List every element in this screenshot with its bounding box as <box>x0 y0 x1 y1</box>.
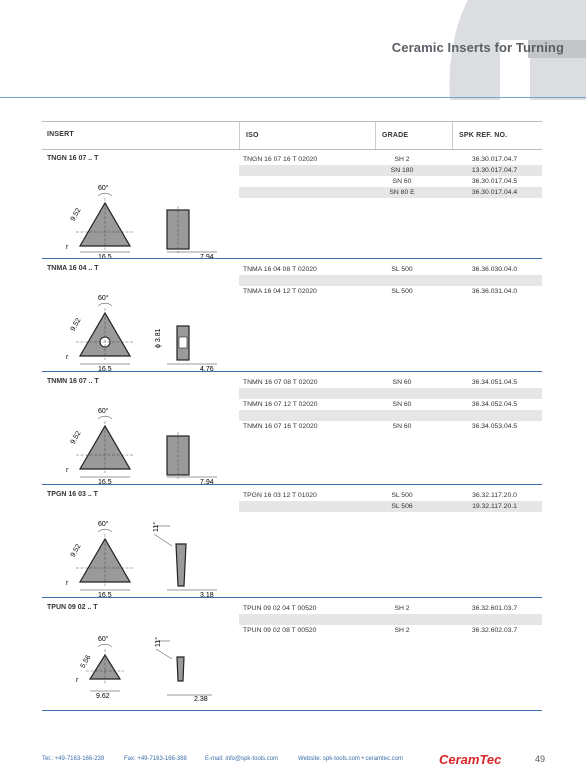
svg-text:7.94: 7.94 <box>200 479 214 484</box>
page-title: Ceramic Inserts for Turning <box>391 40 564 55</box>
insert-name: TNMN 16 07 .. T <box>47 378 99 385</box>
svg-text:9.62: 9.62 <box>96 693 110 700</box>
table-row: TNMN 16 07 16 T 02020 SN 60 36.34.053.04.5 <box>243 423 518 430</box>
table-row: TNMN 16 07 12 T 02020 SN 60 36.34.052.04.5 <box>243 401 518 408</box>
table-row: SL 506 19.32.117.20.1 <box>239 501 542 512</box>
svg-text:60°: 60° <box>98 295 109 302</box>
table-row: TPUN 09 02 08 T 00520 SH 2 36.32.602.03.7 <box>243 627 518 634</box>
svg-text:60°: 60° <box>98 636 109 643</box>
svg-text:3.18: 3.18 <box>200 592 214 597</box>
svg-text:16.5: 16.5 <box>98 366 112 371</box>
col-ref: SPK REF. NO. <box>452 122 507 149</box>
table-header <box>42 121 542 150</box>
insert-drawing <box>52 389 232 484</box>
footer-website[interactable]: Website: spk-tools.com • ceramtec.com <box>298 756 404 762</box>
insert-name: TPGN 16 03 .. T <box>47 491 98 498</box>
footer-email: E-mail: info@spk-tools.com <box>205 756 279 762</box>
table-row: SN 180 13.30.017.04.7 <box>239 165 542 176</box>
inserts-table <box>42 121 542 703</box>
table-row: TNMA 16 04 12 T 02020 SL 500 36.36.031.04.0 <box>243 288 518 295</box>
svg-text:16.5: 16.5 <box>98 254 112 258</box>
svg-text:9.52: 9.52 <box>69 317 83 333</box>
table-row <box>239 388 542 399</box>
svg-text:60°: 60° <box>98 521 109 528</box>
insert-name: TNMA 16 04 .. T <box>47 265 99 272</box>
svg-text:r: r <box>66 467 69 474</box>
svg-text:60°: 60° <box>98 185 109 192</box>
footer-tel: Tel.: +49-7163-166-239 <box>42 756 105 762</box>
header-rule <box>0 97 586 98</box>
section-tngn <box>42 150 542 259</box>
col-iso: ISO <box>239 122 259 149</box>
svg-text:2.38: 2.38 <box>194 696 208 703</box>
col-grade: GRADE <box>375 122 432 149</box>
svg-text:r: r <box>76 677 79 684</box>
svg-text:4.76: 4.76 <box>200 366 214 371</box>
section-tpgn <box>42 486 542 598</box>
insert-drawing <box>52 166 232 258</box>
svg-text:11°: 11° <box>155 636 162 647</box>
table-row <box>239 410 542 421</box>
svg-text:16.5: 16.5 <box>98 592 112 597</box>
insert-name: TPUN 09 02 .. T <box>47 604 98 611</box>
svg-text:9.52: 9.52 <box>69 543 83 559</box>
insert-drawing <box>52 615 232 710</box>
table-row <box>239 614 542 625</box>
svg-text:r: r <box>66 244 69 251</box>
table-row: SN 60 36.30.017.04.5 <box>392 178 518 185</box>
insert-drawing <box>52 502 232 597</box>
section-tpun <box>42 599 542 711</box>
table-row: SN 80 E 36.30.017.04.4 <box>239 187 542 198</box>
svg-text:ϕ 3.81: ϕ 3.81 <box>155 328 162 348</box>
footer-fax: Fax: +49-7163-166-388 <box>124 756 187 762</box>
col-insert: INSERT <box>47 131 74 138</box>
svg-text:r: r <box>66 354 69 361</box>
table-row: TPUN 09 02 04 T 00520 SH 2 36.32.601.03.7 <box>243 605 518 612</box>
table-row: TPGN 16 03 12 T 01020 SL 500 36.32.117.20.0 <box>243 492 517 499</box>
insert-name: TNGN 16 07 .. T <box>47 155 99 162</box>
svg-text:9.52: 9.52 <box>69 430 83 446</box>
insert-drawing <box>52 276 232 371</box>
section-tnma <box>42 260 542 372</box>
svg-text:5.56: 5.56 <box>79 654 93 670</box>
table-row <box>239 275 542 286</box>
svg-text:16.5: 16.5 <box>98 479 112 484</box>
page-number: 49 <box>535 754 546 764</box>
table-row: TNGN 16 07 16 T 02020 SH 2 36.30.017.04.7 <box>243 156 518 163</box>
table-row: TNMA 16 04 08 T 02020 SL 500 36.36.030.04.0 <box>243 266 518 273</box>
svg-text:9.52: 9.52 <box>69 207 83 223</box>
table-row: TNMN 16 07 08 T 02020 SN 60 36.34.051.04.5 <box>243 379 518 386</box>
svg-text:11°: 11° <box>153 521 160 532</box>
svg-text:60°: 60° <box>98 408 109 415</box>
section-tnmn <box>42 373 542 485</box>
svg-text:7.94: 7.94 <box>200 254 214 258</box>
svg-text:r: r <box>66 580 69 587</box>
ceramtec-logo: CeramTec <box>439 752 502 767</box>
